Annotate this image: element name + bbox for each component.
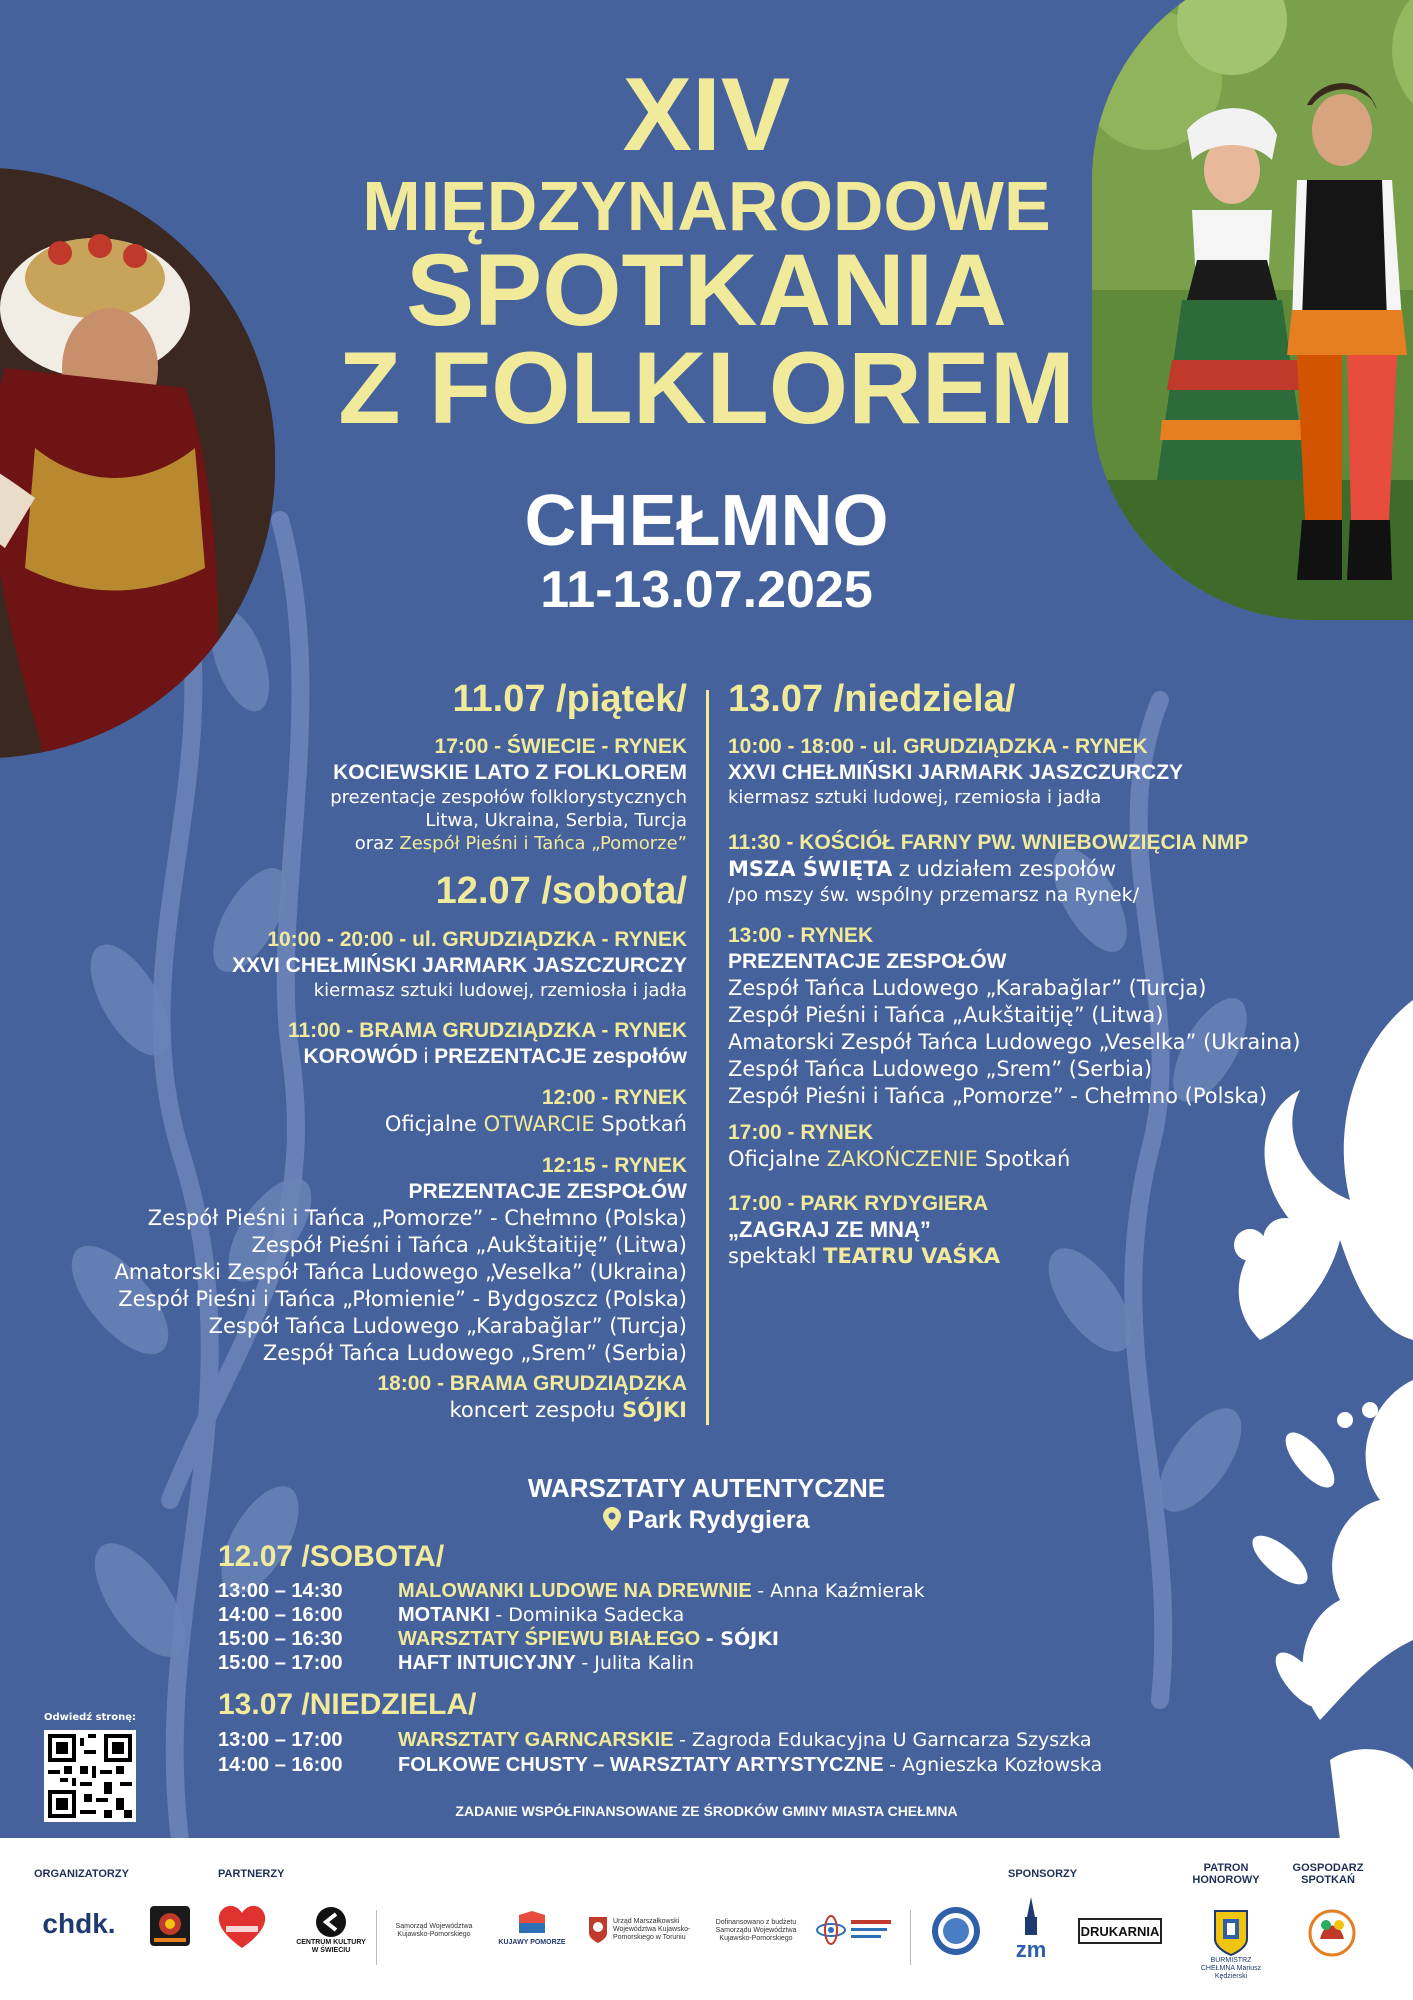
group-item: Zespół Pieśni i Tańca „Pomorze” - Chełmno (Polska): [147, 1206, 687, 1230]
day3-event-2: [728, 830, 1368, 908]
title-line-2: SPOTKANIA: [406, 233, 1007, 347]
event-name: „ZAGRAJ ZE MNĄ”: [728, 1217, 931, 1242]
separator: [910, 1910, 911, 1965]
day2-section: [436, 870, 687, 913]
event-desc: Litwa, Ukraina, Serbia, Turcja: [425, 810, 687, 831]
svg-text:zm: zm: [1015, 1937, 1047, 1962]
day3-event-5: [728, 1191, 1368, 1270]
location-pin-icon: [603, 1507, 621, 1531]
day1-section: [453, 678, 688, 721]
event-desc: Oficjalne ZAKOŃCZENIE Spotkań: [728, 1147, 1071, 1171]
organizers-label: ORGANIZATORZY: [34, 1868, 129, 1880]
workshop-row: 15:00 – 17:00 HAFT INTUICYJNY - Julita Kalin: [218, 1652, 694, 1674]
partners-label: PARTNERZY: [218, 1868, 285, 1880]
dofinansowano-logo: Dofinansowano z budżetu Samorządu Województwa Kujawsko-Pomorskiego: [715, 1919, 797, 1942]
workshops-day1-heading: 12.07 /SOBOTA/: [218, 1540, 445, 1573]
workshop-row: 14:00 – 16:00 FOLKOWE CHUSTY – WARSZTATY ARTYSTYCZNE - Agnieszka Kozłowska: [218, 1754, 1103, 1776]
title-line-1: MIĘDZYNARODOWE: [362, 167, 1051, 245]
qr-label: Odwiedź stronę:: [44, 1712, 137, 1723]
event-time: 10:00 - 20:00 - ul. GRUDZIĄDZKA - RYNEK: [267, 928, 687, 951]
cofinancing-note: ZADANIE WSPÓŁFINANSOWANE ZE ŚRODKÓW GMINY MIASTA CHEŁMNA: [455, 1803, 958, 1819]
day3-event-3: [728, 923, 1368, 1110]
day3-heading: 13.07 /niedziela/: [728, 678, 1016, 720]
day2-event-3: [385, 1085, 687, 1138]
event-name: MSZA ŚWIĘTA z udziałem zespołów: [728, 857, 1117, 881]
event-desc: spektakl TEATRU VAŚKA: [728, 1244, 1001, 1268]
event-time: 18:00 - BRAMA GRUDZIĄDZKA: [377, 1372, 687, 1395]
host-label: GOSPODARZ SPOTKAŃ: [1292, 1862, 1364, 1886]
day2-heading: 12.07 /sobota/: [435, 870, 687, 912]
event-time: 17:00 - PARK RYDYGIERA: [728, 1192, 989, 1215]
sponsor-logo-globe: [928, 1904, 984, 1958]
event-name: PREZENTACJE ZESPOŁÓW: [728, 950, 1007, 973]
event-note: /po mszy św. wspólny przemarsz na Rynek/: [728, 884, 1139, 906]
edition-number: XIV: [622, 57, 791, 173]
day3-section: [728, 678, 1368, 721]
day2-event-4: [115, 1153, 688, 1367]
event-time: 12:15 - RYNEK: [541, 1154, 687, 1177]
event-name: KOROWÓD i PREZENTACJE zespołów: [303, 1045, 687, 1068]
event-desc: koncert zespołu SÓJKI: [449, 1398, 687, 1422]
group-item: Zespół Tańca Ludowego „Srem” (Serbia): [728, 1057, 1153, 1081]
event-name: XXVI CHEŁMIŃSKI JARMARK JASZCZURCZY: [231, 954, 687, 977]
partner-logo-heart: [214, 1900, 270, 1952]
drukarnia-logo: DRUKARNIA: [1078, 1918, 1162, 1944]
group-item: Amatorski Zespół Tańca Ludowego „Veselka” (Ukraina): [114, 1260, 687, 1284]
sponsor-logo-atom: [812, 1908, 898, 1952]
event-time: 13:00 - RYNEK: [728, 924, 874, 947]
event-time: 17:00 - RYNEK: [728, 1121, 874, 1144]
workshop-row: 13:00 – 14:30 MALOWANKI LUDOWE NA DREWNIE - Anna Kaźmierak: [218, 1580, 925, 1602]
sponsors-footer: [0, 1838, 1413, 2000]
group-item: Zespół Tańca Ludowego „Karabağlar” (Turcja): [208, 1314, 687, 1338]
burmistrz-logo: BURMISTRZ CHEŁMNA Mariusz Kędzierski: [1196, 1898, 1266, 1990]
event-name: KOCIEWSKIE LATO Z FOLKLOREM: [333, 761, 687, 784]
sponsors-label: SPONSORZY: [1008, 1868, 1078, 1880]
ck-swiecie-logo: CENTRUM KULTURY W ŚWIECIU: [294, 1898, 368, 1962]
event-time: 17:00 - ŚWIECIE - RYNEK: [434, 735, 687, 758]
event-desc: prezentacje zespołów folklorystycznych: [330, 787, 687, 808]
host-logo: [1304, 1902, 1360, 1964]
group-item: Zespół Tańca Ludowego „Srem” (Serbia): [262, 1341, 687, 1365]
chdk-logo: chdk.: [42, 1908, 116, 1939]
day2-event-2: [288, 1018, 687, 1070]
workshop-row: 15:00 – 16:30 WARSZTATY ŚPIEWU BIAŁEGO - SÓJKI: [218, 1628, 779, 1650]
group-item: Amatorski Zespół Tańca Ludowego „Veselka” (Ukraina): [728, 1030, 1301, 1054]
patron-label: PATRON HONOROWY: [1192, 1862, 1260, 1886]
festival-dates: 11-13.07.2025: [540, 561, 873, 619]
samorzad-logo: Samorząd Województwa Kujawsko-Pomorskiego: [395, 1923, 473, 1938]
event-time: 10:00 - 18:00 - ul. GRUDZIĄDZKA - RYNEK: [728, 735, 1148, 758]
group-item: Zespół Pieśni i Tańca „Aukštaitiję” (Litwa): [728, 1003, 1164, 1027]
day1-heading: 11.07 /piątek/: [452, 678, 687, 720]
group-item: Zespół Pieśni i Tańca „Pomorze” - Chełmno (Polska): [728, 1084, 1268, 1108]
event-highlight: Zespół Pieśni i Tańca „Pomorze”: [399, 833, 687, 854]
qr-code[interactable]: [44, 1730, 136, 1822]
sponsor-logo-zm: [1000, 1894, 1062, 1964]
event-desc: Oficjalne OTWARCIE Spotkań: [384, 1112, 687, 1136]
partner-logo-1: [148, 1904, 192, 1948]
separator: [376, 1910, 377, 1965]
group-item: Zespół Pieśni i Tańca „Aukštaitiję” (Litwa): [251, 1233, 687, 1257]
urzad-marszalkowski-logo: Urząd Marszałkowski Województwa Kujawsko-Pomorskiego w Toruniu: [586, 1908, 698, 1952]
day2-event-1: [232, 927, 687, 1002]
workshop-row: 14:00 – 16:00 MOTANKI - Dominika Sadecka: [218, 1604, 685, 1626]
event-time: 12:00 - RYNEK: [541, 1086, 687, 1109]
event-name: XXVI CHEŁMIŃSKI JARMARK JASZCZURCZY: [728, 761, 1184, 784]
day3-event-4: [728, 1120, 1368, 1173]
day2-event-5: [377, 1371, 687, 1424]
day3-event-1: [728, 734, 1368, 809]
event-desc: oraz Zespół Pieśni i Tańca „Pomorze”: [354, 833, 687, 854]
day1-event-1: [330, 734, 687, 855]
group-item: Zespół Tańca Ludowego „Karabağlar” (Turcja): [728, 976, 1207, 1000]
kujawy-pomorze-logo: KUJAWY POMORZE: [494, 1902, 570, 1954]
event-desc: kiermasz sztuki ludowej, rzemiosła i jadła: [728, 787, 1102, 808]
workshops-place: Park Rydygiera: [400, 1506, 1013, 1535]
program-divider: [706, 690, 709, 1425]
event-desc: kiermasz sztuki ludowej, rzemiosła i jadła: [313, 980, 687, 1001]
couple-photo-right: [1092, 0, 1413, 620]
workshops-title: WARSZTATY AUTENTYCZNE: [527, 1473, 886, 1503]
workshops-day2-heading: 13.07 /NIEDZIELA/: [218, 1688, 477, 1721]
group-item: Zespół Pieśni i Tańca „Płomienie” - Bydgoszcz (Polska): [118, 1287, 687, 1311]
workshop-row: 13:00 – 17:00 WARSZTATY GARNCARSKIE - Zagroda Edukacyjna U Garncarza Szyszka: [218, 1729, 1092, 1751]
title-line-3: Z FOLKLOREM: [338, 331, 1075, 445]
event-name: PREZENTACJE ZESPOŁÓW: [408, 1180, 687, 1203]
event-time: 11:00 - BRAMA GRUDZIĄDZKA - RYNEK: [287, 1019, 687, 1042]
event-time: 11:30 - KOŚCIÓŁ FARNY PW. WNIEBOWZIĘCIA NMP: [728, 831, 1249, 854]
city-name: CHEŁMNO: [524, 481, 889, 561]
